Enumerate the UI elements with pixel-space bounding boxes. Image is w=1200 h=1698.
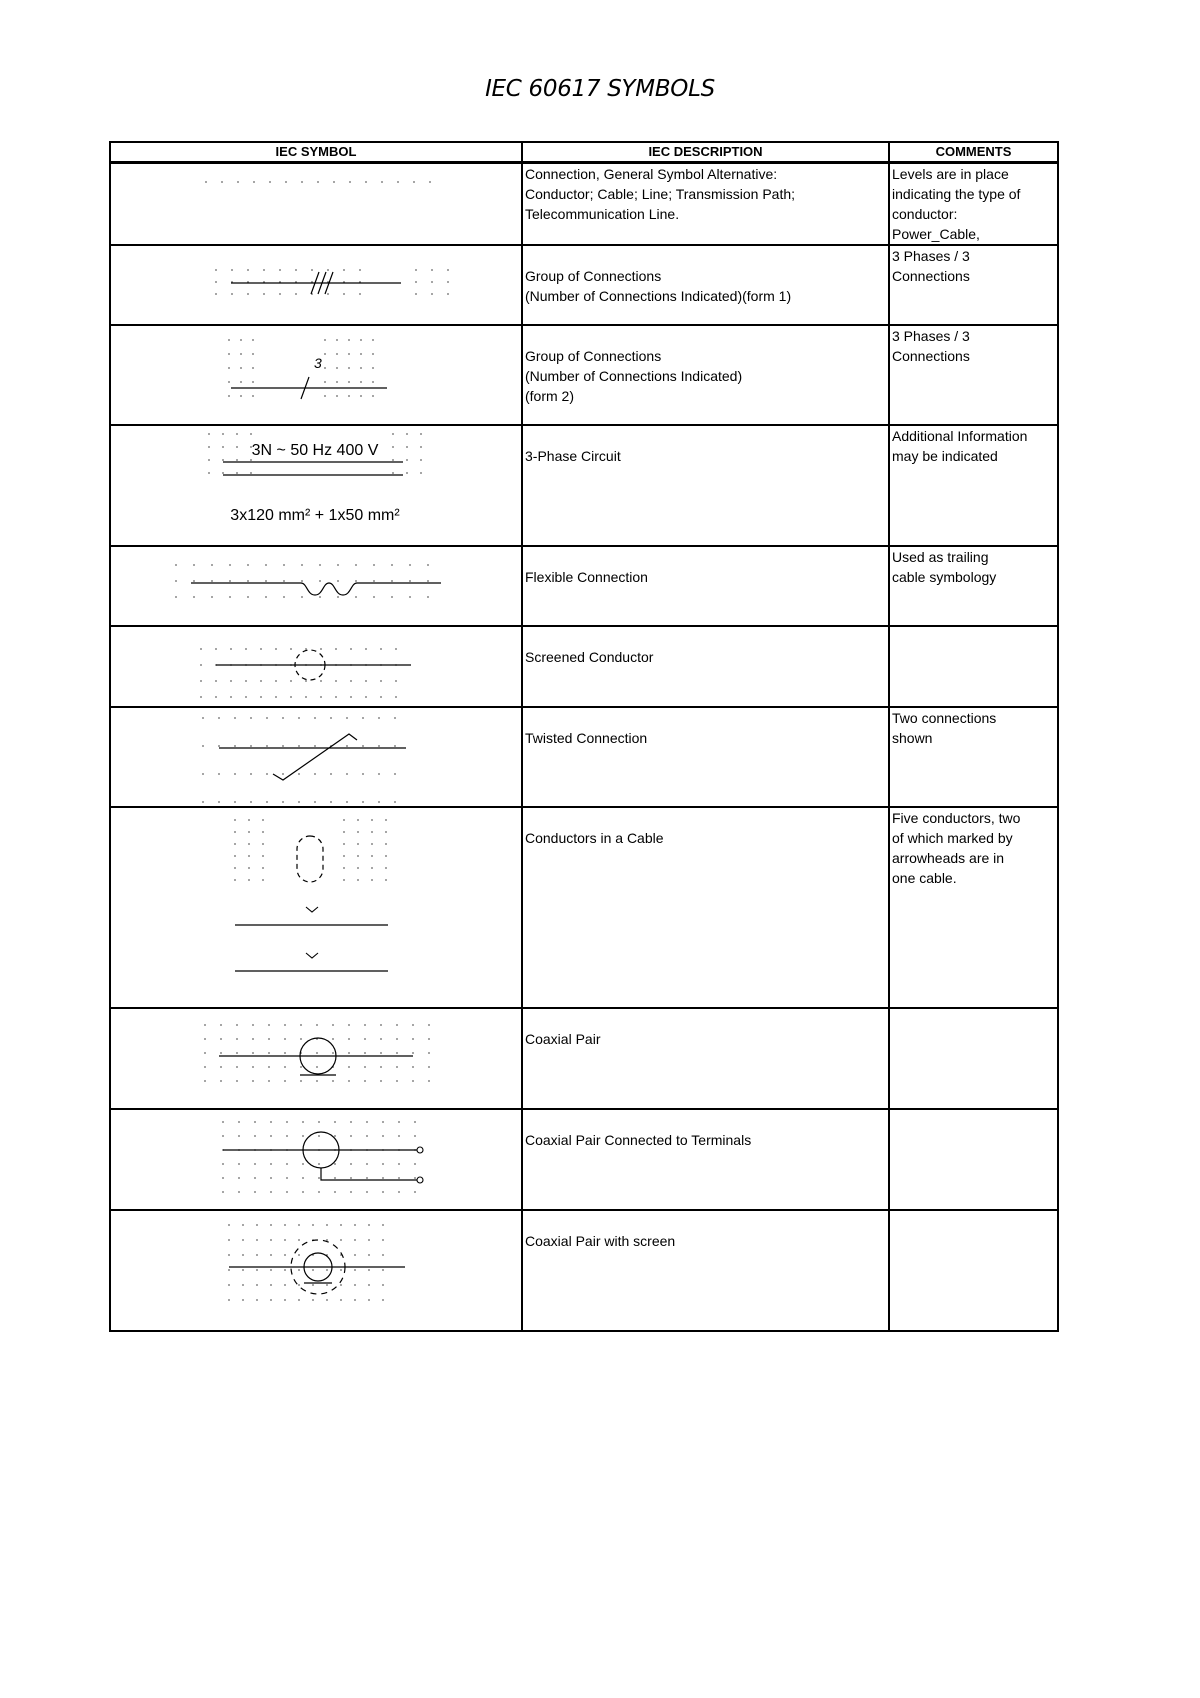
comment-cell: [889, 425, 1058, 546]
connection-count-label: 3: [314, 355, 322, 371]
comment-cell: [889, 163, 1058, 246]
description-cell: [522, 1210, 889, 1331]
symbol-cell: [110, 1008, 522, 1109]
flexible-connection-icon: [111, 547, 521, 625]
description-text: Twisted Connection: [525, 730, 648, 746]
description-cell: [522, 163, 889, 246]
description-cell: [522, 1008, 889, 1109]
comment-cell: [889, 1210, 1058, 1331]
symbol-cell: [110, 1109, 522, 1210]
table-row: [110, 425, 1058, 546]
screened-conductor-icon: [111, 627, 521, 706]
description-text: 3-Phase Circuit: [525, 448, 621, 464]
comment-cell: [889, 325, 1058, 425]
symbol-cell: [110, 325, 522, 425]
comment-text: 3 Phases / 3 Connections: [892, 328, 970, 364]
symbol-cell: [110, 546, 522, 626]
description-text: Coaxial Pair with screen: [525, 1233, 676, 1249]
conductors-in-cable-icon: [111, 808, 521, 1007]
coaxial-pair-icon: [111, 1009, 521, 1108]
table-row: [110, 163, 1058, 246]
symbol-cell: [110, 1210, 522, 1331]
description-cell: [522, 707, 889, 807]
description-cell: [522, 325, 889, 425]
twisted-connection-icon: [111, 708, 521, 806]
table-row: [110, 1210, 1058, 1331]
description-cell: [522, 626, 889, 707]
description-cell: [522, 1109, 889, 1210]
description-text: Group of Connections (Number of Connections Indicated) (form 2): [525, 348, 743, 404]
table-row: [110, 245, 1058, 325]
description-text: Conductors in a Cable: [525, 830, 664, 846]
symbol-cell: [110, 425, 522, 546]
iec-symbols-table: [109, 141, 1059, 1332]
description-text: Coaxial Pair Connected to Terminals: [525, 1132, 752, 1148]
comment-text: 3 Phases / 3 Connections: [892, 248, 970, 284]
terminal-icon: [417, 1147, 423, 1153]
cable-size-label: 3x120 mm² + 1x50 mm²: [230, 507, 400, 524]
table-row: [110, 546, 1058, 626]
description-cell: [522, 245, 889, 325]
table-row: [110, 626, 1058, 707]
comment-cell: [889, 245, 1058, 325]
description-text: Flexible Connection: [525, 569, 648, 585]
table-row: [110, 1008, 1058, 1109]
description-text: Connection, General Symbol Alternative: Conductor; Cable; Line; Transmission Path; Telecommunication Line.: [525, 166, 796, 222]
header-iec-description: IEC DESCRIPTION: [522, 142, 889, 163]
group-connections-form1-icon: [111, 246, 521, 324]
symbol-cell: [110, 707, 522, 807]
terminal-icon: [417, 1177, 423, 1183]
comment-text: Five conductors, two of which marked by arrowheads are in one cable.: [892, 810, 1021, 886]
symbol-cell: [110, 626, 522, 707]
table-row: [110, 325, 1058, 425]
description-text: Group of Connections (Number of Connections Indicated)(form 1): [525, 268, 792, 304]
comment-cell: [889, 1109, 1058, 1210]
comment-cell: [889, 626, 1058, 707]
three-phase-circuit-icon: [111, 426, 521, 545]
connection-general-icon: [111, 164, 521, 240]
page-title: IEC 60617 SYMBOLS: [485, 76, 715, 102]
coaxial-pair-terminals-icon: [111, 1110, 521, 1209]
symbol-cell: [110, 245, 522, 325]
table-row: [110, 1109, 1058, 1210]
comment-cell: [889, 807, 1058, 1008]
comment-text: Used as trailing cable symbology: [892, 549, 997, 585]
grid-dots: [205, 181, 431, 183]
symbol-cell: [110, 163, 522, 246]
comment-text: Two connections shown: [892, 710, 997, 746]
comment-text: Additional Information may be indicated: [892, 428, 1028, 464]
table-row: [110, 707, 1058, 807]
comment-cell: [889, 1008, 1058, 1109]
circuit-rating-label: 3N ~ 50 Hz 400 V: [251, 442, 379, 459]
table-header-row: [110, 142, 1058, 163]
description-cell: [522, 425, 889, 546]
coaxial-pair-screen-icon: [111, 1211, 521, 1330]
group-connections-form2-icon: [111, 326, 521, 424]
header-iec-symbol: IEC SYMBOL: [110, 142, 522, 163]
description-cell: [522, 546, 889, 626]
description-cell: [522, 807, 889, 1008]
description-text: Coaxial Pair: [525, 1031, 601, 1047]
header-comments: COMMENTS: [889, 142, 1058, 163]
description-text: Screened Conductor: [525, 649, 654, 665]
table-row: [110, 807, 1058, 1008]
comment-text: Levels are in place indicating the type of conductor: Power_Cable,: [892, 166, 1021, 242]
symbol-cell: [110, 807, 522, 1008]
comment-cell: [889, 707, 1058, 807]
comment-cell: [889, 546, 1058, 626]
